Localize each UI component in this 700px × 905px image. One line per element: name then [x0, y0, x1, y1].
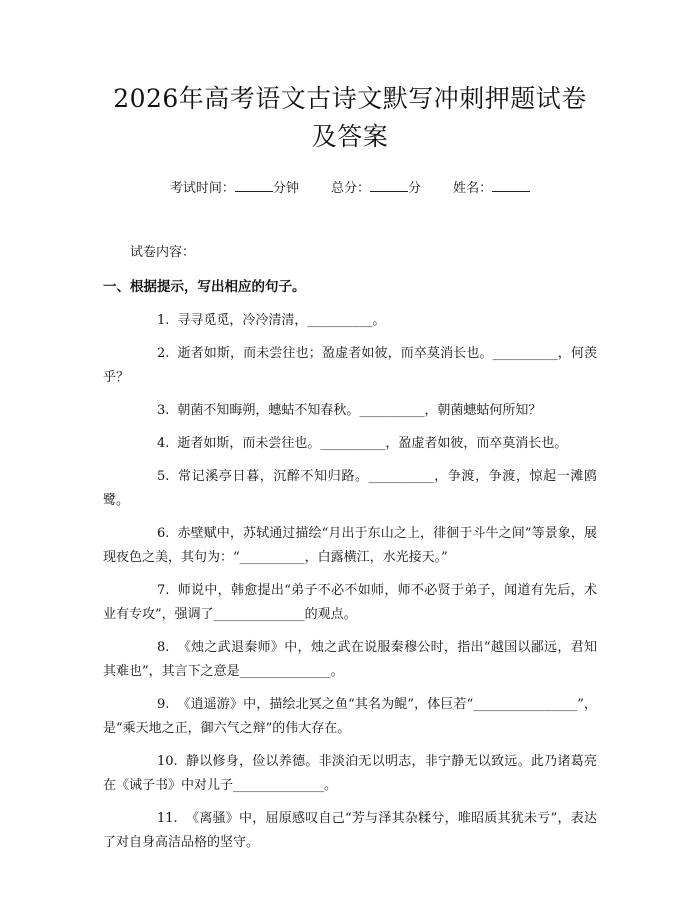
- question-item: [103, 432, 597, 456]
- student-name-field: [453, 181, 530, 196]
- question-item: [103, 579, 597, 627]
- content-label: 试卷内容：: [130, 245, 196, 260]
- question-text: 《烛之武退秦师》中，烛之武在说服秦穆公时，指出“越国以鄙远，君知其难也”，其言下之意是______________。: [103, 640, 597, 679]
- question-number: 11.: [157, 811, 178, 826]
- question-text: 静以修身，俭以养德。非淡泊无以明志，非宁静无以致远。此乃诸葛亮在《诫子书》中对儿子______________。: [103, 754, 597, 793]
- total-score-unit: 分: [408, 181, 422, 196]
- question-list: [103, 309, 597, 855]
- question-number: 2.: [157, 346, 170, 361]
- question-item: [103, 750, 597, 798]
- question-text: 《逍遥游》中，描绘北冥之鱼“其名为鲲”，体巨若“________________”，是“乘天地之正，御六气之辩”的伟大存在。: [103, 697, 597, 736]
- exam-info-line: [103, 178, 597, 199]
- question-number: 6.: [157, 526, 170, 541]
- question-item: [103, 309, 597, 333]
- question-number: 9.: [157, 697, 170, 712]
- exam-time-field: [170, 181, 303, 196]
- question-item: [103, 465, 597, 513]
- question-text: 朝菌不知晦朔，蟪蛄不知春秋。__________，朝菌蟪蛄何所知？: [177, 403, 542, 418]
- section-heading: 一、根据提示，写出相应的句子。: [103, 279, 306, 295]
- question-item: [103, 636, 597, 684]
- exam-time-blank[interactable]: [235, 178, 273, 192]
- question-number: 8.: [157, 640, 170, 655]
- total-score-label: 总分：: [330, 181, 370, 196]
- question-text: 寻寻觅觅，冷冷清清，__________。: [177, 313, 386, 328]
- question-text: 逝者如斯，而未尝往也。__________，盈虚者如彼，而卒莫消长也。: [177, 436, 568, 451]
- question-number: 3.: [157, 403, 170, 418]
- question-number: 5.: [157, 469, 170, 484]
- total-score-blank[interactable]: [370, 178, 408, 192]
- document-title: 2026年高考语文古诗文默写冲刺押题试卷及答案: [113, 84, 587, 151]
- question-item: [103, 342, 597, 390]
- question-text: 《离骚》中，屈原感叹自己“芳与泽其杂糅兮，唯昭质其犹未亏”，表达了对自身高洁品格的坚守。: [103, 811, 597, 850]
- question-text: 常记溪亭日暮，沉醉不知归路。__________，争渡，争渡，惊起一滩鸥鹭。: [103, 469, 597, 508]
- student-name-blank[interactable]: [492, 178, 530, 192]
- total-score-field: [331, 181, 425, 196]
- question-item: [103, 807, 597, 855]
- student-name-label: 姓名：: [453, 181, 493, 196]
- exam-time-unit: 分钟: [272, 181, 299, 196]
- exam-time-label: 考试时间：: [169, 181, 235, 196]
- question-text: 逝者如斯，而未尝往也；盈虚者如彼，而卒莫消长也。__________，何羡乎？: [103, 346, 597, 385]
- question-item: [103, 522, 597, 570]
- question-item: [103, 693, 597, 741]
- question-text: 赤壁赋中，苏轼通过描绘“月出于东山之上，徘徊于斗牛之间”等景象，展现夜色之美，其句为：“__________，白露横江，水光接天。”: [103, 526, 597, 565]
- question-number: 10.: [157, 754, 178, 769]
- question-item: [103, 399, 597, 423]
- question-number: 7.: [157, 583, 170, 598]
- question-number: 1.: [157, 313, 170, 328]
- question-text: 师说中，韩愈提出“弟子不必不如师，师不必贤于弟子，闻道有先后，术业有专攻”，强调了______________的观点。: [103, 583, 597, 622]
- question-number: 4.: [157, 436, 170, 451]
